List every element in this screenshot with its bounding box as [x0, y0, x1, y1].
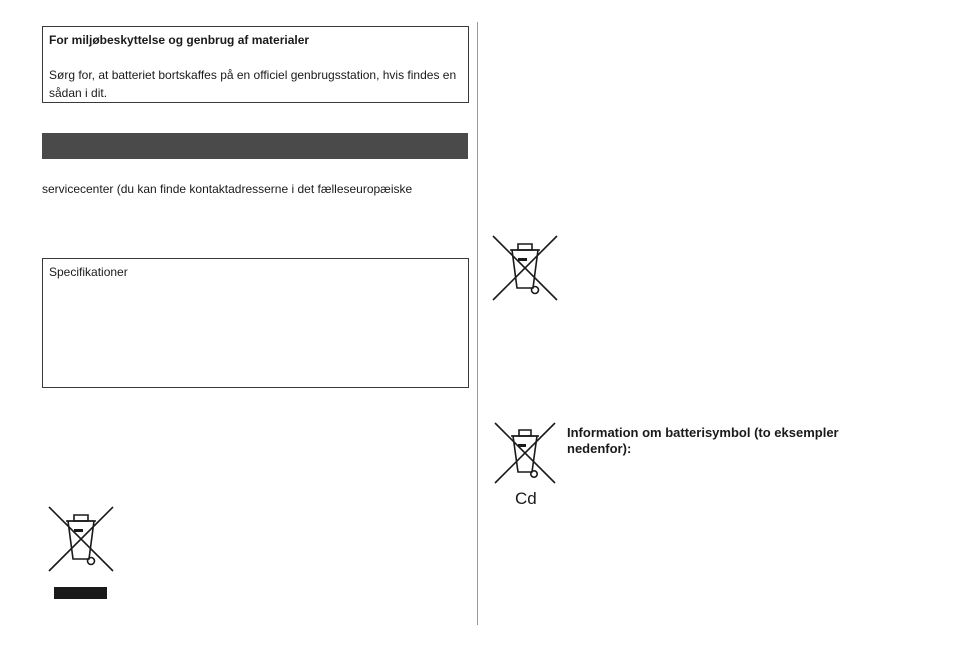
column-divider [477, 22, 478, 625]
cadmium-label: Cd [515, 489, 537, 508]
recycling-notice-title: For miljøbeskyttelse og genbrug af materialer [49, 33, 310, 47]
section-header-bar [42, 133, 468, 159]
weee-bin-icon [47, 505, 115, 575]
service-center-text: servicecenter (du kan finde kontaktadresserne i det fælleseuropæiske [42, 182, 413, 196]
weee-bin-icon-right [491, 234, 559, 304]
specifications-box [42, 258, 469, 388]
recycling-notice-box [42, 26, 469, 103]
weee-bin-cd-icon [493, 421, 557, 487]
specifications-title: Specifikationer [49, 265, 128, 279]
recycling-notice-text: Sørg for, at batteriet bortskaffes på en officiel genbrugsstation, hvis findes en sådan i dit. [49, 68, 457, 100]
black-bar-marker [54, 587, 107, 599]
battery-symbol-heading: Information om batterisymbol (to eksempler nedenfor): [567, 425, 839, 456]
